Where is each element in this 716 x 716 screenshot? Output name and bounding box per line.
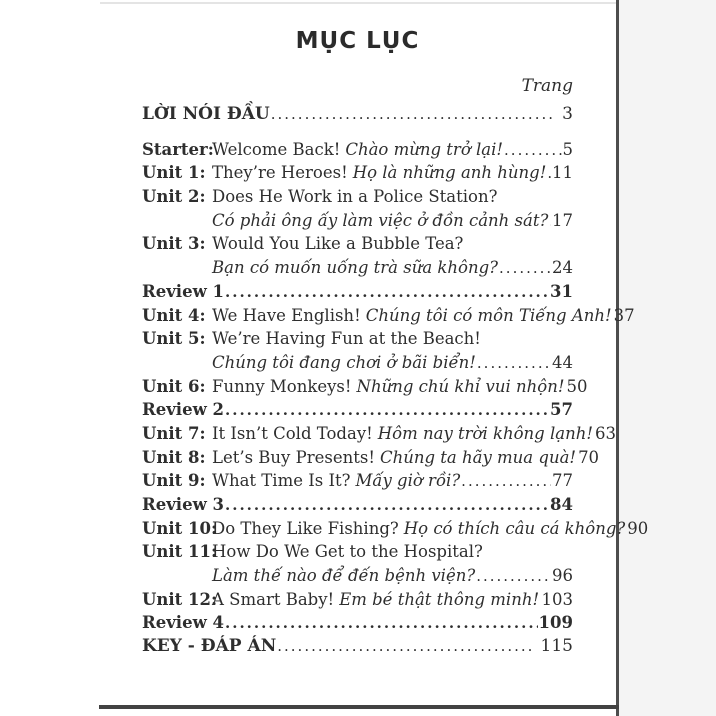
toc-entry-label: Unit 10: bbox=[142, 518, 218, 538]
toc-entry-title-en: We Have English! bbox=[212, 305, 361, 325]
toc-entry-title-vi: Những chú khỉ vui nhộn! bbox=[356, 376, 565, 396]
toc-entry bbox=[142, 469, 573, 493]
toc-entry bbox=[142, 103, 573, 127]
toc-entry-page-number: 77 bbox=[552, 471, 573, 491]
toc-entry-page-number: 96 bbox=[552, 566, 573, 586]
toc-entry-page-number: 37 bbox=[613, 305, 635, 325]
page-column-header: Trang bbox=[521, 76, 573, 96]
toc-entry-page-number: 63 bbox=[595, 423, 616, 443]
toc-entry-label: Review 4 bbox=[142, 613, 224, 633]
toc-entry-title-vi: Mấy giờ rồi? bbox=[355, 471, 461, 491]
toc-entry-page-number: 109 bbox=[538, 613, 573, 633]
toc-entry-title-en: Do They Like Fishing? bbox=[212, 518, 399, 538]
toc-entry-label: Unit 8: bbox=[142, 447, 206, 467]
toc-entry-label: Review 2 bbox=[142, 400, 224, 420]
toc-entry-page-number: 11 bbox=[552, 163, 573, 183]
toc-entry-title-vi: Chúng tôi có môn Tiếng Anh! bbox=[365, 305, 612, 325]
toc-entry-page-number: 115 bbox=[540, 636, 573, 657]
page-right-background bbox=[619, 0, 716, 716]
toc-entry bbox=[142, 161, 573, 185]
toc-entry bbox=[142, 138, 573, 162]
dot-leader bbox=[225, 493, 549, 518]
toc-entry-page-number: 3 bbox=[562, 104, 573, 124]
toc-entry-label: Unit 11: bbox=[142, 542, 218, 562]
toc-entry bbox=[142, 588, 573, 612]
dot-leader bbox=[476, 564, 551, 589]
dot-leader bbox=[277, 635, 532, 659]
toc-entry-page-number: 31 bbox=[550, 281, 573, 301]
toc-entries bbox=[142, 103, 649, 659]
toc-entry-page-number: 103 bbox=[541, 589, 573, 609]
toc-entry bbox=[142, 232, 573, 256]
toc-entry-label: Unit 4: bbox=[142, 305, 206, 325]
toc-entry-label: LỜI NÓI ĐẦU bbox=[142, 104, 270, 124]
toc-entry bbox=[142, 280, 573, 304]
page-bottom-edge bbox=[99, 705, 619, 709]
toc-entry-title-vi: Họ có thích câu cá không? bbox=[403, 518, 626, 538]
toc-entry-title-en: What Time Is It? bbox=[212, 471, 351, 491]
toc-entry bbox=[142, 375, 588, 399]
toc-entry-label: Unit 1: bbox=[142, 163, 206, 183]
dot-leader bbox=[225, 611, 538, 636]
toc-entry-label: Unit 2: bbox=[142, 187, 206, 207]
toc-entry-title-en: How Do We Get to the Hospital? bbox=[212, 542, 483, 562]
dot-leader bbox=[504, 138, 561, 163]
toc-entry bbox=[142, 327, 573, 351]
toc-entry bbox=[142, 185, 573, 209]
toc-entry-page-number: 5 bbox=[562, 139, 573, 159]
toc-entry bbox=[142, 493, 573, 517]
toc-entry bbox=[142, 564, 573, 588]
toc-entry bbox=[142, 540, 573, 564]
toc-entry-title-en: We’re Having Fun at the Beach! bbox=[212, 329, 481, 349]
dot-leader bbox=[271, 103, 554, 127]
toc-entry-label: Unit 6: bbox=[142, 376, 206, 396]
dot-leader bbox=[225, 398, 549, 423]
toc-entry-label: KEY - ĐÁP ÁN bbox=[142, 636, 277, 657]
toc-entry-title-vi: Làm thế nào để đến bệnh viện? bbox=[212, 566, 476, 586]
toc-entry-title-vi: Bạn có muốn uống trà sữa không? bbox=[212, 258, 499, 278]
toc-entry bbox=[142, 611, 573, 635]
toc-entry-label: Review 3 bbox=[142, 495, 224, 514]
toc-entry bbox=[142, 422, 616, 446]
toc-entry bbox=[142, 517, 649, 541]
toc-entry bbox=[142, 256, 573, 280]
toc-entry-label: Unit 3: bbox=[142, 234, 206, 254]
toc-entry-page-number: 90 bbox=[627, 518, 649, 538]
toc-entry-label: Starter: bbox=[142, 139, 214, 159]
toc-entry-title-en: Welcome Back! bbox=[212, 139, 341, 159]
dot-leader bbox=[477, 351, 551, 376]
toc-entry-title-en: Would You Like a Bubble Tea? bbox=[212, 234, 464, 254]
dot-leader bbox=[225, 280, 549, 305]
toc-entry-label: Unit 9: bbox=[142, 471, 206, 491]
dot-leader bbox=[547, 161, 551, 186]
toc-entry-title-vi: Em bé thật thông minh! bbox=[339, 589, 540, 609]
toc-entry-page-number: 44 bbox=[552, 352, 573, 372]
toc-entry bbox=[142, 635, 573, 659]
toc-entry-title-en: It Isn’t Cold Today! bbox=[212, 423, 373, 443]
page-right-edge bbox=[616, 0, 619, 716]
toc-entry-label: Unit 12: bbox=[142, 589, 218, 609]
page-top-edge bbox=[100, 2, 618, 4]
toc-entry-page-number: 84 bbox=[550, 495, 573, 514]
toc-entry bbox=[142, 351, 573, 375]
dot-leader bbox=[461, 469, 551, 494]
toc-entry-title-vi: Chúng tôi đang chơi ở bãi biển! bbox=[212, 352, 476, 372]
toc-entry bbox=[142, 209, 573, 233]
toc-entry-title-en: A Smart Baby! bbox=[212, 589, 335, 609]
toc-entry bbox=[142, 446, 600, 470]
toc-entry-page-number: 50 bbox=[566, 376, 588, 396]
toc-entry-title-vi: Có phải ông ấy làm việc ở đồn cảnh sát? bbox=[212, 210, 549, 230]
dot-leader bbox=[499, 256, 551, 281]
toc-entry bbox=[142, 398, 573, 422]
toc-entry-title-vi: Hôm nay trời không lạnh! bbox=[377, 423, 593, 443]
toc-entry-title-vi: Chúng ta hãy mua quà! bbox=[379, 447, 577, 467]
toc-entry-page-number: 17 bbox=[552, 210, 573, 230]
toc-entry-label: Unit 7: bbox=[142, 423, 206, 443]
toc-entry bbox=[142, 304, 635, 328]
toc-entry-title-en: Funny Monkeys! bbox=[212, 376, 352, 396]
toc-entry-title-en: Let’s Buy Presents! bbox=[212, 447, 375, 467]
toc-entry-title-vi: Chào mừng trở lại! bbox=[345, 139, 504, 159]
toc-entry-label: Unit 5: bbox=[142, 329, 206, 349]
toc-entry-title-en: Does He Work in a Police Station? bbox=[212, 187, 498, 207]
toc-entry-label: Review 1 bbox=[142, 281, 224, 301]
toc-entry-page-number: 57 bbox=[550, 400, 573, 420]
toc-entry-title-vi: Họ là những anh hùng! bbox=[352, 163, 547, 183]
toc-entry-title-en: They’re Heroes! bbox=[212, 163, 348, 183]
toc-entry-page-number: 70 bbox=[578, 447, 600, 467]
page-title: MỤC LỤC bbox=[295, 28, 420, 54]
dot-leader bbox=[549, 209, 551, 234]
toc-entry-page-number: 24 bbox=[552, 258, 573, 278]
